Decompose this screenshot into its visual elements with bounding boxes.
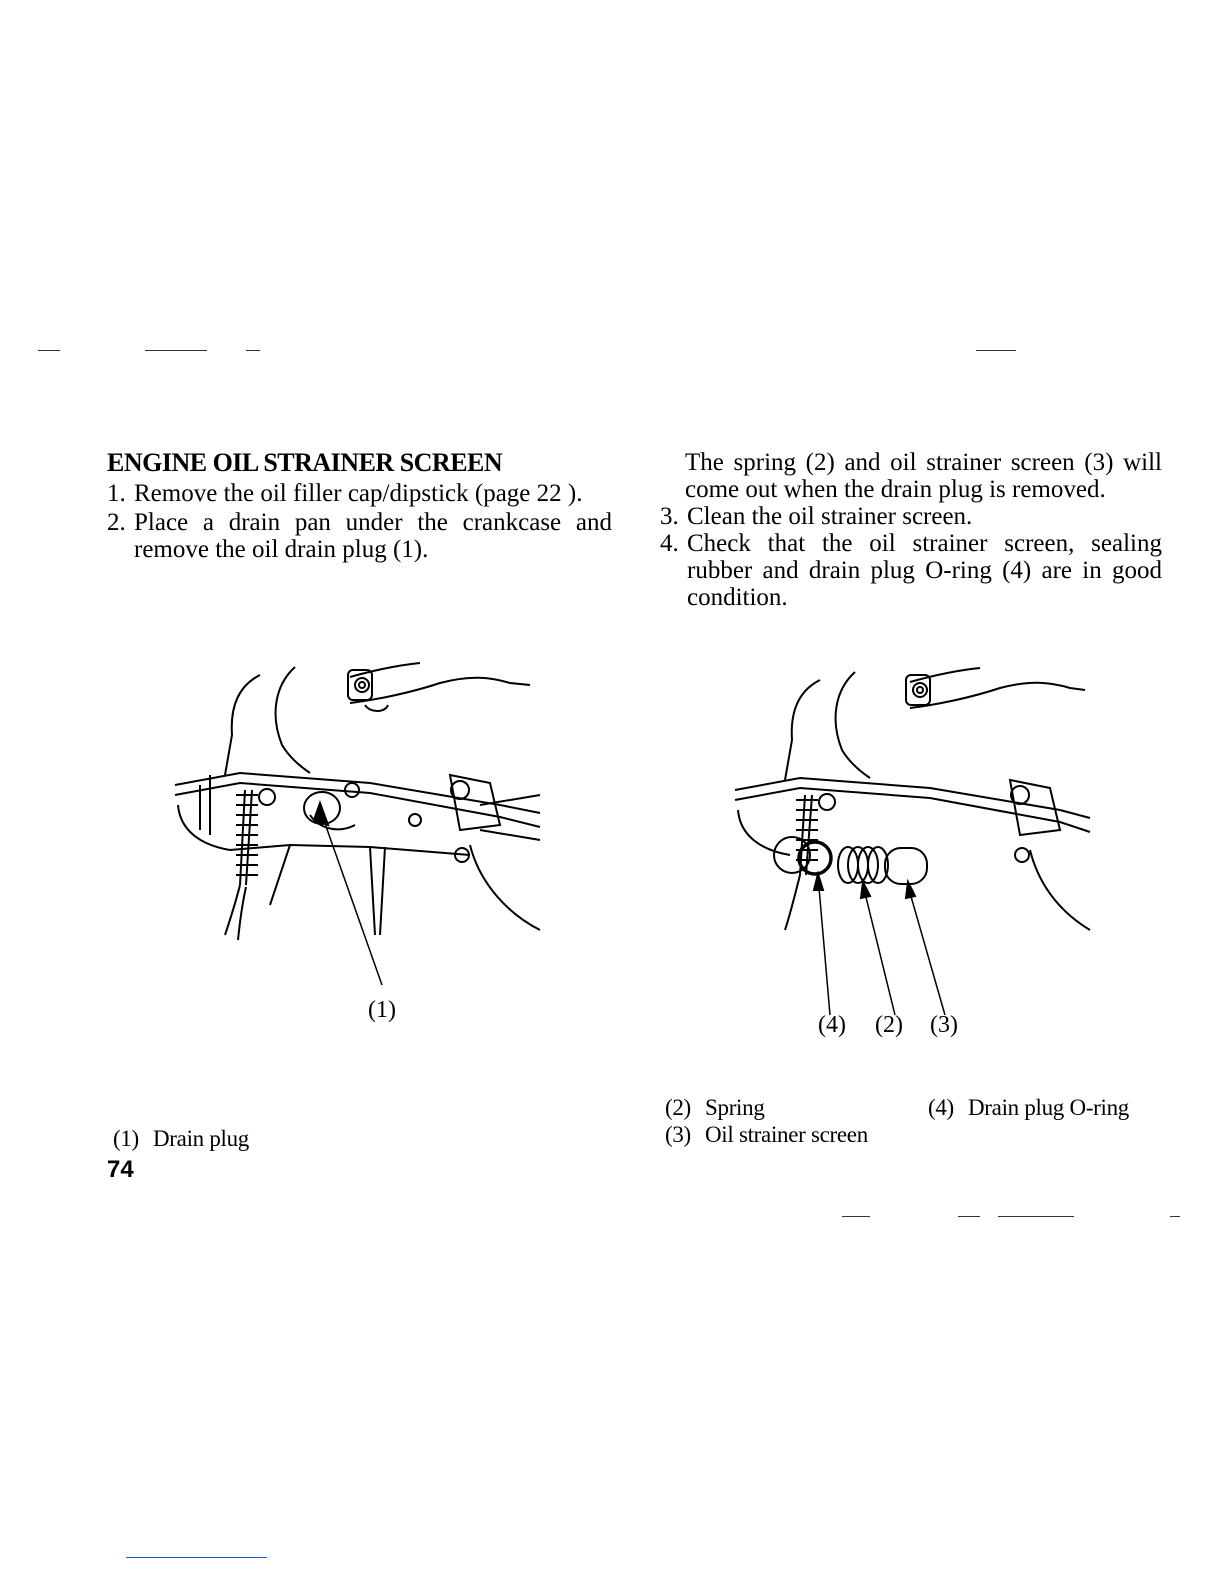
right-column xyxy=(660,449,1162,611)
legend-spring xyxy=(665,1095,765,1121)
step-4 xyxy=(660,530,1162,611)
legend-label: Spring xyxy=(705,1095,765,1120)
callout-3: (3) xyxy=(930,1012,958,1038)
section-heading: ENGINE OIL STRAINER SCREEN xyxy=(107,448,503,477)
page-number: 74 xyxy=(107,1156,134,1183)
legend-number: (1) xyxy=(113,1126,139,1151)
step-text: Remove the oil filler cap/dipstick (page 22 ). xyxy=(134,480,583,507)
legend-number: (3) xyxy=(665,1122,691,1147)
scan-mark xyxy=(976,350,1016,351)
step-2 xyxy=(107,509,612,563)
step-number: 4. xyxy=(660,530,679,557)
step-3 xyxy=(660,503,1162,530)
strainer-screen-illustration xyxy=(730,660,1110,960)
scan-mark xyxy=(998,1216,1074,1217)
scan-mark xyxy=(1170,1216,1180,1217)
scan-mark xyxy=(145,350,207,351)
legend-drain-plug-o-ring xyxy=(928,1095,1129,1121)
step-number: 2. xyxy=(107,509,126,536)
step-number: 1. xyxy=(107,480,126,507)
legend-drain-plug xyxy=(113,1126,249,1152)
legend-number: (2) xyxy=(665,1095,691,1120)
drain-plug-illustration xyxy=(170,655,550,955)
legend-number: (4) xyxy=(928,1095,954,1120)
callout-2: (2) xyxy=(875,1012,903,1038)
callout-4: (4) xyxy=(818,1012,846,1038)
step-text: Check that the oil strainer screen, sealing rubber and drain plug O-ring (4) are in good condition. xyxy=(687,530,1162,611)
step-1 xyxy=(107,480,612,507)
scan-mark xyxy=(246,350,260,351)
intro-paragraph: The spring (2) and oil strainer screen (3) will come out when the drain plug is removed. xyxy=(685,449,1162,503)
scan-mark xyxy=(842,1216,870,1217)
scan-mark xyxy=(38,350,60,351)
legend-label: Oil strainer screen xyxy=(705,1122,868,1147)
step-number: 3. xyxy=(660,503,679,530)
legend-label: Drain plug xyxy=(153,1126,250,1151)
callout-1: (1) xyxy=(368,997,396,1023)
legend-label: Drain plug O-ring xyxy=(968,1095,1129,1120)
step-text: Place a drain pan under the crankcase and remove the oil drain plug (1). xyxy=(134,509,612,563)
legend-oil-strainer-screen xyxy=(665,1122,868,1148)
step-text: Clean the oil strainer screen. xyxy=(687,503,973,530)
left-column xyxy=(107,480,612,563)
scan-mark xyxy=(958,1216,980,1217)
bottom-rule xyxy=(126,1557,267,1558)
